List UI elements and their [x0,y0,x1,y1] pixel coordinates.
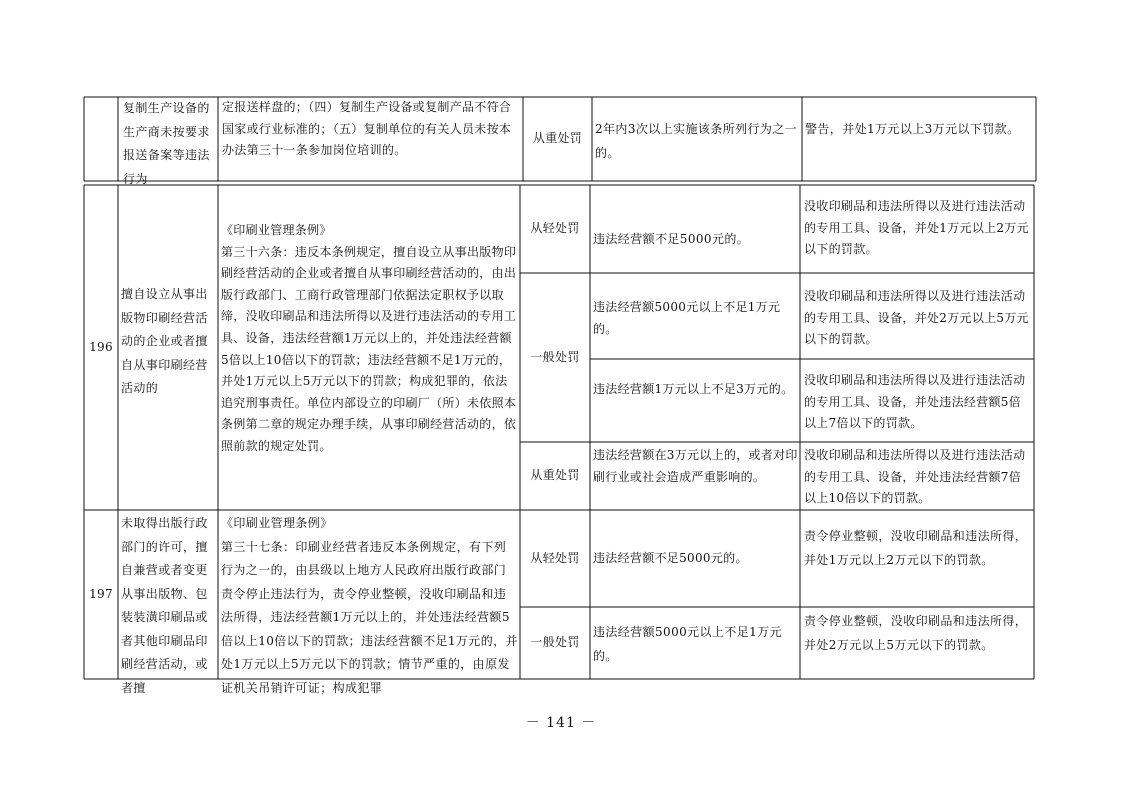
row-197-number: 197 [89,586,113,601]
row-196-basis: 《印刷业管理条例》 第三十六条：违反本条例规定，擅自设立从事出版物印刷经营活动的企业或者擅自从事印刷经营活动的，由出版行政部门、工商行政管理部门依据法定职权予以取缔，没收印刷品和违法所得以及进行违法活动的专用工具、设备，违法经营额1万元以上的，并处违法经营额5倍以上10倍以下的罚款；违法经营额不足1万元的，并处1万元以上5万元以下的罚款；构成犯罪的，依法追究刑事责任。单位内部设立的印刷厂（所）未依照本条例第二章的规定办理手续，从事印刷经营活动的，依照前款的规定处罚。 [221,223,517,453]
row-196-std-heavy: 没收印刷品和违法所得以及进行违法活动的专用工具、设备，并处违法经营额7倍以上10倍以下的罚款。 [804,448,1026,506]
row-197-circ-light: 违法经营额不足5000元的。 [593,551,748,565]
row-196-name: 擅自设立从事出版物印刷经营活动的企业或者擅自从事印刷经营活动的 [121,287,208,395]
row-cont-level: 从重处罚 [532,131,583,146]
row-196-level-heavy: 从重处罚 [530,468,580,483]
row-197-name: 未取得出版行政部门的许可，擅自兼营或者变更从事出版物、包装装潢印刷品或者其他印刷品印刷经营活动，或者擅 [121,516,208,695]
row-196-number: 196 [89,339,113,354]
row-196-circ-general-2: 违法经营额1万元以上不足3万元的。 [593,382,794,396]
row-196-circ-heavy: 违法经营额在3万元以上的，或者对印刷行业或社会造成严重影响的。 [593,448,798,484]
row-196-std-general-2: 没收印刷品和违法所得以及进行违法活动的专用工具、设备，并处违法经营额5倍以上7倍以下的罚款。 [804,373,1026,431]
row-196-level-general: 一般处罚 [530,349,580,364]
row-cont-name: 复制生产设备的生产商未按要求报送备案等违法行为 [123,101,210,186]
row-cont-basis: 定报送样盘的；（四）复制生产设备或复制产品不符合国家或行业标准的；（五）复制单位的有关人员未按本办法第三十一条参加岗位培训的。 [222,100,512,158]
row-197-level-general: 一般处罚 [530,635,580,650]
row-196-std-light: 没收印刷品和违法所得以及进行违法活动的专用工具、设备，并处1万元以上2万元以下的罚款。 [804,199,1029,257]
row-196-circ-general-1: 违法经营额5000元以上不足1万元的。 [593,300,781,336]
page-number: － 141 － [525,715,597,731]
row-197-basis: 《印刷业管理条例》 第三十七条：印刷业经营者违反本条例规定，有下列行为之一的，由县级以上地方人民政府出版行政部门责令停止违法行为，责令停业整顿，没收印刷品和违法所得，违法经营额1万元以上的，并处违法经营额5倍以上10倍以下的罚款；违法经营额不足1万元的，并处1万元以上5万元以下的罚款；情节严重的，由原发证机关吊销许可证；构成犯罪 [221,516,518,695]
row-196-std-general-1: 没收印刷品和违法所得以及进行违法活动的专用工具、设备，并处2万元以上5万元以下的罚款。 [804,289,1029,347]
row-197-circ-general: 违法经营额5000元以上不足1万元的。 [593,625,782,663]
row-cont-standard: 警告，并处1万元以上3万元以下罚款。 [805,122,1020,136]
row-cont-circumstance: 2年内3次以上实施该条所列行为之一的。 [595,122,798,160]
row-196-level-light: 从轻处罚 [530,221,580,236]
row-197-std-general: 责令停业整顿，没收印刷品和违法所得，并处2万元以上5万元以下的罚款。 [804,614,1028,652]
row-197-level-light: 从轻处罚 [530,550,580,565]
row-197-std-light: 责令停业整顿，没收印刷品和违法所得，并处1万元以上2万元以下的罚款。 [804,529,1028,567]
row-196-circ-light: 违法经营额不足5000元的。 [593,232,750,246]
